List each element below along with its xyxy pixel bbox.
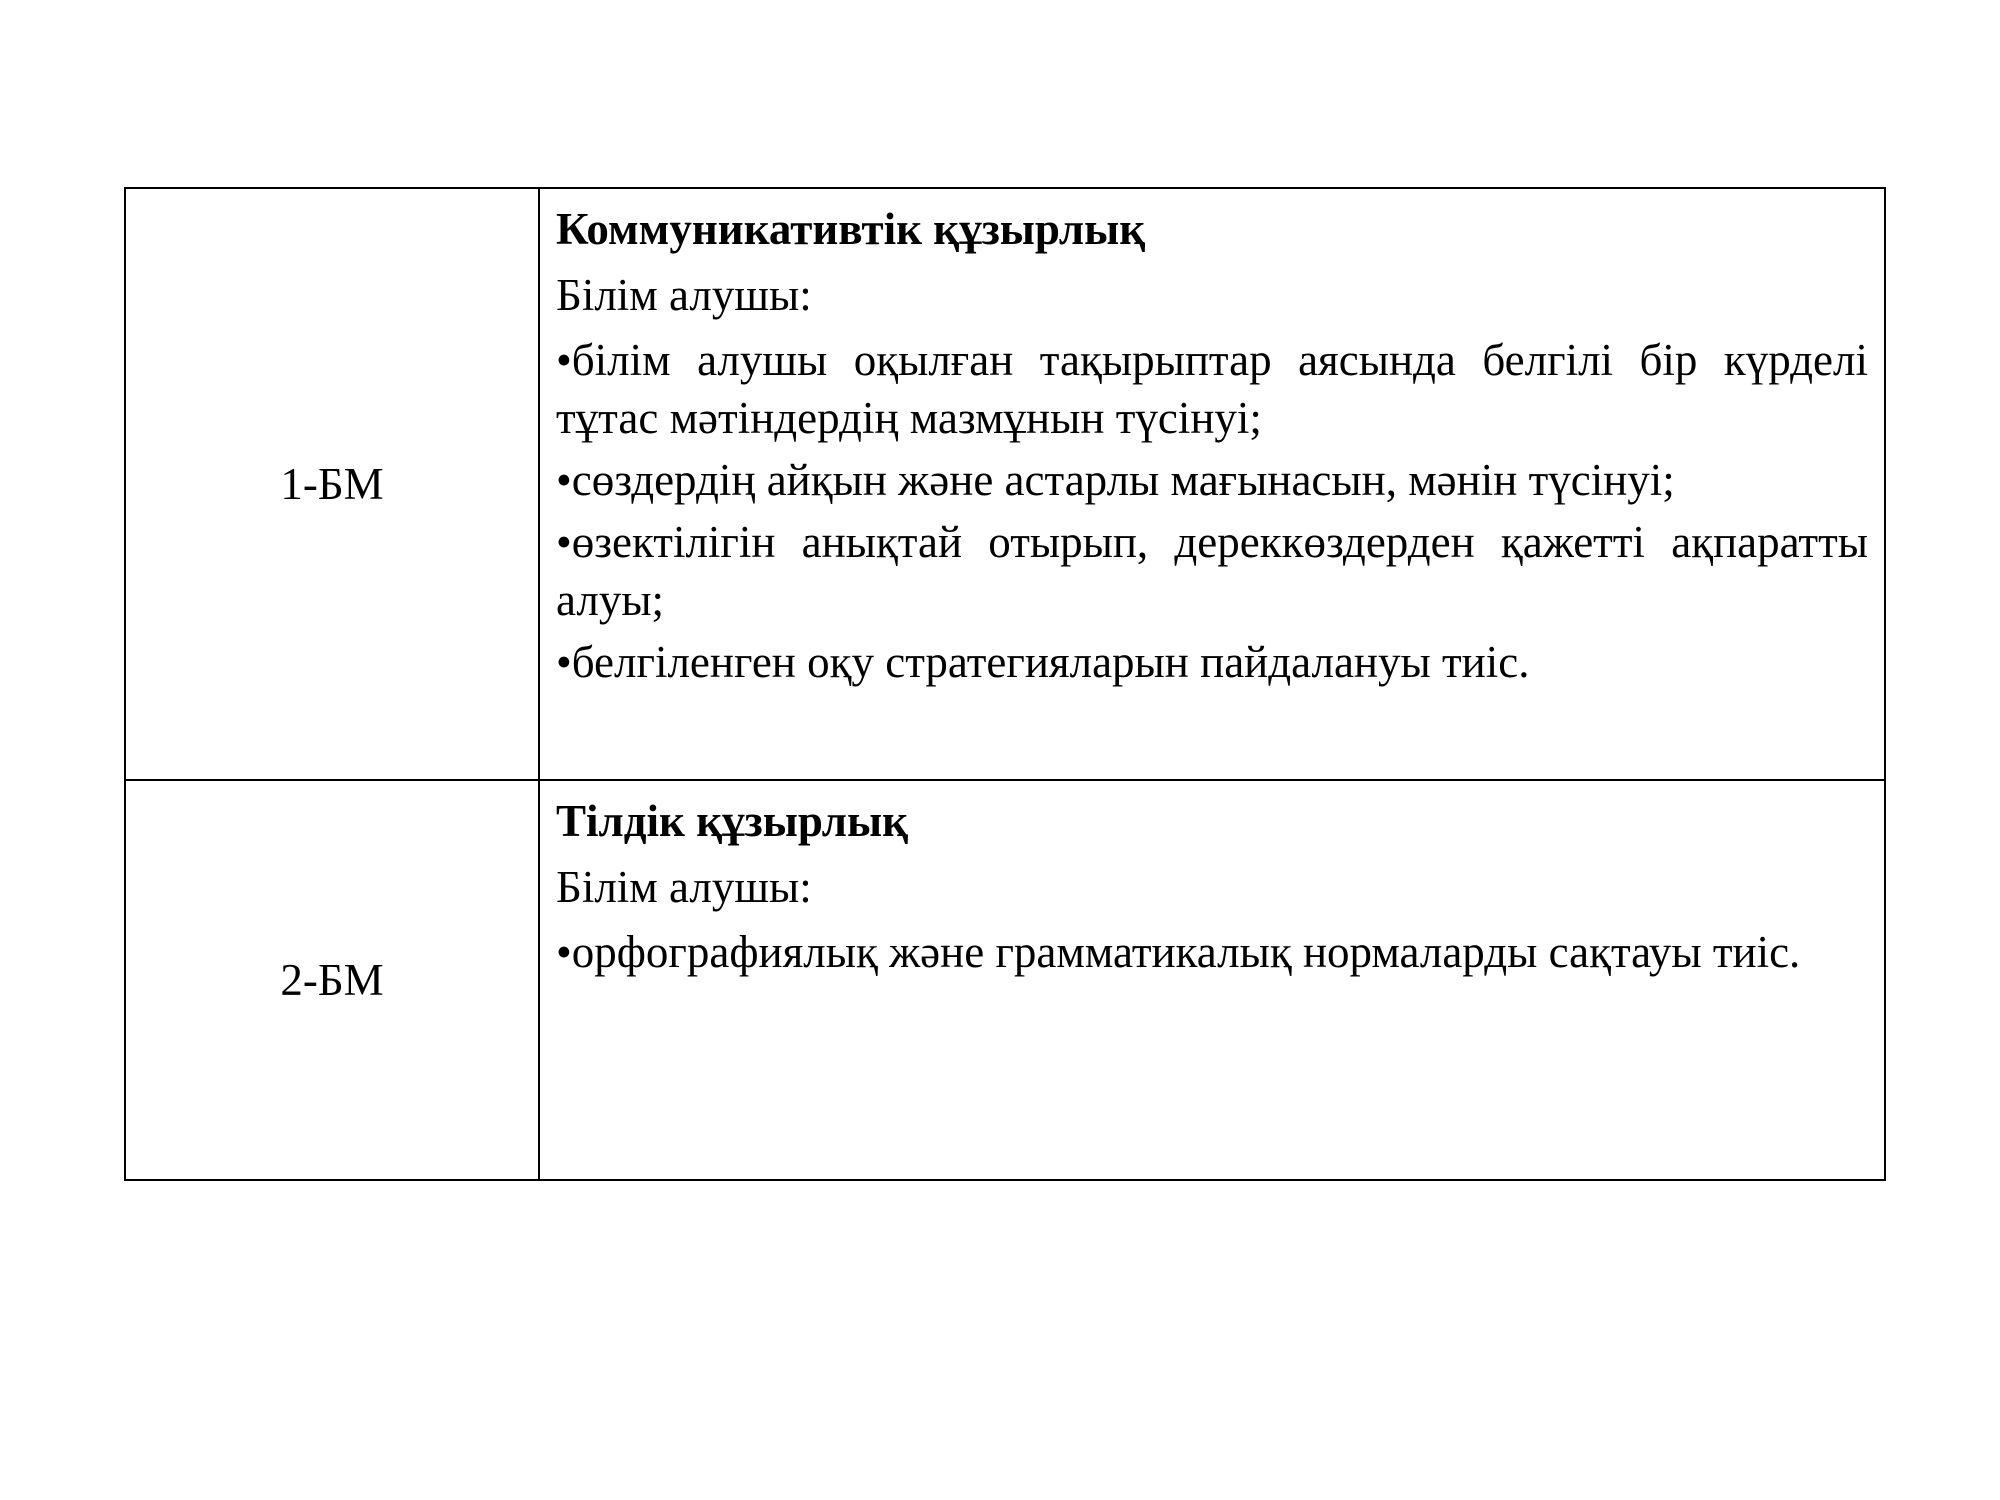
outcome-bullet: •орфографиялық және грамматикалық нормаларды сақтауы тиіс. [556,927,1801,977]
learner-label: Білім алушы: [556,862,812,912]
competence-heading: Тілдік құзырлық [556,796,909,846]
table-row [125,780,1885,1180]
outcome-content-cell [539,188,1885,780]
learner-label: Білім алушы: [556,270,812,320]
outcome-bullet: •белгіленген оқу стратегияларын пайдалануы тиіс. [556,637,1530,687]
outcome-code: 2-БМ [280,955,384,1005]
outcome-content-cell [539,780,1885,1180]
learning-outcomes-table [124,187,1886,1181]
outcome-bullet: •сөздердің айқын және астарлы мағынасын, мәнін түсінуі; [556,455,1675,505]
outcome-bullet: •өзектілігін анықтай отырып, дереккөздерден қажетті ақпаратты алуы; [556,517,1868,625]
outcome-code: 1-БМ [280,459,384,509]
competence-heading: Коммуникативтік құзырлық [556,204,1146,254]
outcome-code-cell [125,188,539,780]
table-row [125,188,1885,780]
outcome-code-cell [125,780,539,1180]
outcome-bullet: •білім алушы оқылған тақырыптар аясында белгілі бір күрделі тұтас мәтіндердің мазмұнын түсінуі; [556,335,1868,443]
